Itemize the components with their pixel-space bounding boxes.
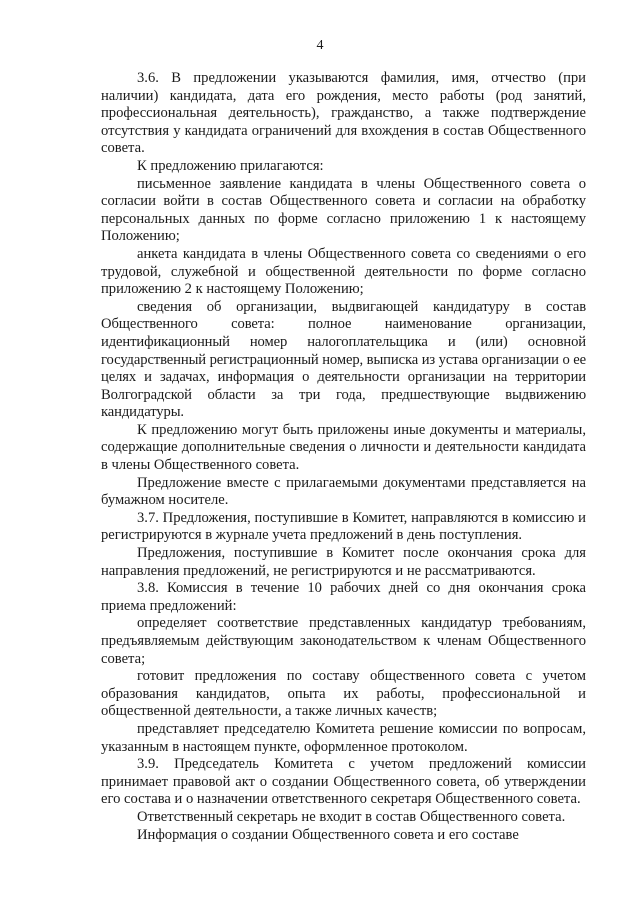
paragraph-attachments-intro: К предложению прилагаются: xyxy=(137,157,324,174)
paragraph-paper-form: Предложение вместе с прилагаемыми документами представляется на бумажном носителе. xyxy=(101,474,586,509)
page-number: 4 xyxy=(316,38,324,53)
paragraph-prepares-proposals: готовит предложения по составу общественного совета с учетом образования кандидатов, опыта их работы, профессиональной и общественной деятельности, а также личных качеств; xyxy=(101,668,586,720)
paragraph-questionnaire: анкета кандидата в члены Общественного совета со сведениями о его трудовой, служебной и общественной деятельности по форме согласно приложению 2 к настоящему Положению; xyxy=(101,245,586,298)
paragraph-application: письменное заявление кандидата в члены Общественного совета о согласии войти в состав Общественного совета и согласии на обработку персональных данных по форме согласно приложению 1 к настоящему Положению; xyxy=(101,175,586,245)
paragraph-secretary: Ответственный секретарь не входит в состав Общественного совета. xyxy=(137,808,566,825)
paragraph-3-9: 3.9. Председатель Комитета с учетом предложений комиссии принимает правовой акт о создании Общественного совета, об утверждении его состава и о назначении ответственного секретаря Общественного совета. xyxy=(101,756,586,808)
paragraph-determines-compliance: определяет соответствие представленных кандидатур требованиям, предъявляемым действующим законодательством к членам Общественного совета; xyxy=(101,615,586,667)
paragraph-organization-info: сведения об организации, выдвигающей кандидатуру в состав Общественного совета: полное наименование организации, идентификационный номер налогоплательщика и (или) основной государственный регистрационный номер, выписка из устава организации о ее целях и задачах, информация о деятельности организации на территории Волгоградской области за три года, предшествующие выдвижению кандидатуры. xyxy=(101,298,586,421)
paragraph-3-7: 3.7. Предложения, поступившие в Комитет, направляются в комиссию и регистрируются в журнале учета предложений в день поступления. xyxy=(101,509,586,544)
document-body xyxy=(101,70,586,844)
paragraph-3-6: 3.6. В предложении указываются фамилия, имя, отчество (при наличии) кандидата, дата его рождения, место работы (род занятий, профессиональная деятельность), гражданство, а также подтверждение отсутствия у кандидата ограничений для вхождения в состав Общественного совета. xyxy=(101,70,586,157)
paragraph-late-proposals: Предложения, поступившие в Комитет после окончания срока для направления предложений, не регистрируются и не рассматриваются. xyxy=(101,545,586,579)
paragraph-additional-documents: К предложению могут быть приложены иные документы и материалы, содержащие дополнительные сведения о личности и деятельности кандидата в члены Общественного совета. xyxy=(101,421,586,474)
paragraph-submits-decision: представляет председателю Комитета решение комиссии по вопросам, указанным в настоящем пункте, оформленное протоколом. xyxy=(101,720,586,755)
paragraph-3-8: 3.8. Комиссия в течение 10 рабочих дней со дня окончания срока приема предложений: xyxy=(101,580,586,614)
paragraph-information-creation: Информация о создании Общественного совета и его составе xyxy=(137,826,519,843)
